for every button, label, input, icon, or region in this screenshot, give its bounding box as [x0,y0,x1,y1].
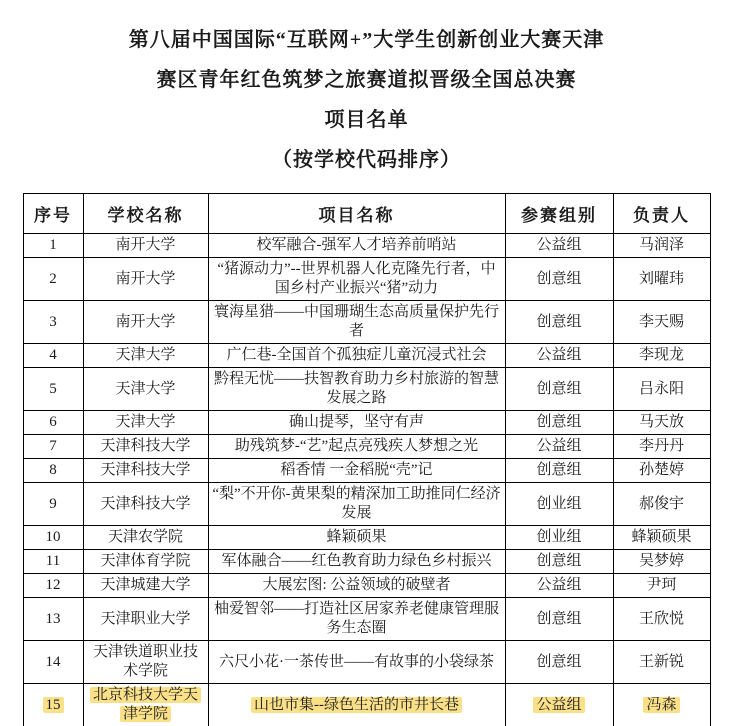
cell-serial [23,301,83,344]
serial-text: 8 [49,462,57,478]
cell-project [208,258,505,301]
school-text: 天津大学 [115,380,176,397]
cell-group [505,258,613,301]
cell-group [505,435,613,459]
table-row [23,641,710,684]
group-text: 创意组 [536,313,582,330]
leader-text: 马润泽 [638,237,684,253]
school-text: 天津大学 [115,347,176,363]
cell-project [208,550,505,574]
cell-leader [613,435,710,459]
project-text: 蜂颖硕果 [326,529,387,545]
cell-group [505,526,613,550]
cell-project [208,483,505,526]
serial-text: 13 [45,610,61,627]
group-text: 公益组 [536,438,582,454]
leader-text: 尹珂 [646,577,677,593]
school-text: 天津农学院 [107,529,183,545]
cell-project [208,301,505,344]
leader-text: 李丹丹 [638,438,684,454]
cell-leader [613,368,710,411]
serial-text: 1 [49,237,57,253]
projects-table [23,193,711,726]
cell-group [505,598,613,641]
group-text: 创意组 [536,270,582,287]
cell-project [208,598,505,641]
column-header-project: 项目名称 [208,194,505,234]
cell-serial [23,234,83,258]
leader-text: 李现龙 [638,347,684,363]
group-text: 创业组 [536,529,582,545]
table-row [23,459,710,483]
school-text: 天津铁道职业技术学院 [92,644,198,679]
school-text: 天津科技大学 [100,495,191,512]
cell-school [83,301,208,344]
cell-serial [23,526,83,550]
table-row [23,526,710,550]
title-line-3: 项目名单 [324,109,409,131]
serial-text: 5 [49,380,57,397]
serial-text: 15 [43,697,64,713]
school-text: 天津职业大学 [100,610,191,627]
cell-group [505,574,613,598]
group-text: 公益组 [536,347,582,363]
cell-serial [23,684,83,726]
cell-serial [23,550,83,574]
cell-project [208,641,505,684]
cell-leader [613,574,710,598]
cell-group [505,641,613,684]
serial-text: 4 [49,347,57,363]
leader-text: 冯森 [643,697,679,713]
school-text: 南开大学 [115,237,176,253]
cell-project [208,684,505,726]
group-text: 公益组 [533,697,584,713]
cell-leader [613,234,710,258]
leader-text: 郝俊宇 [638,495,684,512]
cell-group [505,344,613,368]
leader-text: 孙楚婷 [638,462,684,478]
cell-group [505,301,613,344]
serial-text: 12 [45,577,61,593]
cell-leader [613,483,710,526]
title-subtitle-sort-note: （按学校代码排序） [272,149,461,171]
project-text: 确山提琴，坚守有声 [288,414,424,430]
cell-group [505,459,613,483]
serial-text: 3 [49,313,57,330]
cell-school [83,550,208,574]
project-text: 校军融合-强军人才培养前哨站 [256,237,457,253]
cell-serial [23,459,83,483]
cell-school [83,483,208,526]
cell-serial [23,258,83,301]
cell-school [83,411,208,435]
school-text: 南开大学 [115,270,176,287]
cell-group [505,368,613,411]
table-row [23,550,710,574]
group-text: 创意组 [536,380,582,397]
cell-school [83,526,208,550]
group-text: 创业组 [536,495,582,512]
table-row [23,483,710,526]
leader-text: 刘曜玮 [638,270,684,287]
cell-leader [613,526,710,550]
cell-group [505,234,613,258]
serial-text: 11 [45,553,61,569]
leader-text: 王新锐 [638,653,684,670]
table-row [23,234,710,258]
table-row [23,435,710,459]
cell-project [208,411,505,435]
cell-serial [23,435,83,459]
cell-school [83,574,208,598]
table-row [23,258,710,301]
cell-school [83,234,208,258]
cell-leader [613,258,710,301]
leader-text: 李天赐 [638,313,684,330]
column-header-group: 参赛组别 [505,194,613,234]
cell-school [83,684,208,726]
project-text: 军体融合——红色教育助力绿色乡村振兴 [221,553,492,569]
cell-leader [613,684,710,726]
project-text: 山也市集--绿色生活的市井长巷 [251,697,462,713]
cell-serial [23,344,83,368]
cell-serial [23,641,83,684]
project-text: 寰海星猎——中国珊瑚生态高质量保护先行者 [213,304,499,339]
cell-leader [613,344,710,368]
project-text: 大展宏图: 公益领域的破壁者 [262,577,451,593]
table-row [23,411,710,435]
cell-group [505,550,613,574]
cell-school [83,598,208,641]
cell-leader [613,301,710,344]
table-row [23,574,710,598]
cell-school [83,459,208,483]
school-text: 天津城建大学 [100,577,191,593]
table-row [23,344,710,368]
document-title [0,0,733,180]
cell-project [208,526,505,550]
project-text: 黔程无忧——扶智教育助力乡村旅游的智慧发展之路 [213,371,499,406]
column-header-leader: 负责人 [613,194,710,234]
group-text: 创意组 [536,462,582,478]
leader-text: 王欣悦 [638,610,684,627]
group-text: 创意组 [536,610,582,627]
cell-leader [613,550,710,574]
cell-serial [23,483,83,526]
project-text: 柚爱智邻——打造社区居家养老健康管理服务生态圈 [213,601,499,636]
serial-text: 9 [49,495,57,512]
school-text: 天津大学 [115,414,176,430]
leader-text: 吴梦婷 [638,553,684,569]
title-line-1: 第八届中国国际“互联网+”大学生创新创业大赛天津 [128,29,605,51]
table-row [23,598,710,641]
cell-group [505,411,613,435]
cell-leader [613,459,710,483]
cell-school [83,344,208,368]
serial-text: 6 [49,414,57,430]
cell-project [208,368,505,411]
cell-leader [613,641,710,684]
cell-school [83,641,208,684]
table-row [23,368,710,411]
cell-project [208,344,505,368]
cell-school [83,435,208,459]
group-text: 创意组 [536,553,582,569]
school-text: 天津科技大学 [100,462,191,478]
column-header-serial: 序号 [23,194,83,234]
leader-text: 吕永阳 [638,380,684,397]
cell-project [208,574,505,598]
group-text: 创意组 [536,414,582,430]
serial-text: 7 [49,438,57,454]
project-text: 六尺小花·一茶传世——有故事的小袋绿茶 [219,653,494,670]
serial-text: 2 [49,270,57,287]
cell-serial [23,411,83,435]
cell-leader [613,598,710,641]
cell-group [505,483,613,526]
school-text: 北京科技大学天津学院 [90,687,201,722]
serial-text: 10 [45,529,61,545]
project-text: “梨”不开你-黄果梨的精深加工助推同仁经济发展 [212,486,501,521]
cell-leader [613,411,710,435]
group-text: 公益组 [536,577,582,593]
cell-project [208,459,505,483]
title-line-2: 赛区青年红色筑梦之旅赛道拟晋级全国总决赛 [156,69,577,91]
cell-group [505,684,613,726]
cell-serial [23,368,83,411]
cell-school [83,368,208,411]
school-text: 天津科技大学 [100,438,191,454]
cell-project [208,435,505,459]
project-text: 稻香情 一金稻脱“壳”记 [280,462,433,478]
table-row [23,684,710,726]
leader-text: 马天放 [638,414,684,430]
school-text: 天津体育学院 [100,553,191,569]
group-text: 创意组 [536,653,582,670]
cell-school [83,258,208,301]
school-text: 南开大学 [115,313,176,330]
table-header-row [23,194,710,234]
project-text: 助残筑梦-“艺”起点亮残疾人梦想之光 [234,438,479,454]
project-text: 广仁巷-全国首个孤独症儿童沉浸式社会 [226,347,487,363]
leader-text: 蜂颖硕果 [631,529,692,545]
cell-serial [23,574,83,598]
table-row [23,301,710,344]
column-header-school: 学校名称 [83,194,208,234]
project-text: “猪源动力”--世界机器人化克隆先行者，中国乡村产业振兴“猪”动力 [217,261,496,296]
cell-serial [23,598,83,641]
serial-text: 14 [45,653,61,670]
group-text: 公益组 [536,237,582,253]
cell-project [208,234,505,258]
